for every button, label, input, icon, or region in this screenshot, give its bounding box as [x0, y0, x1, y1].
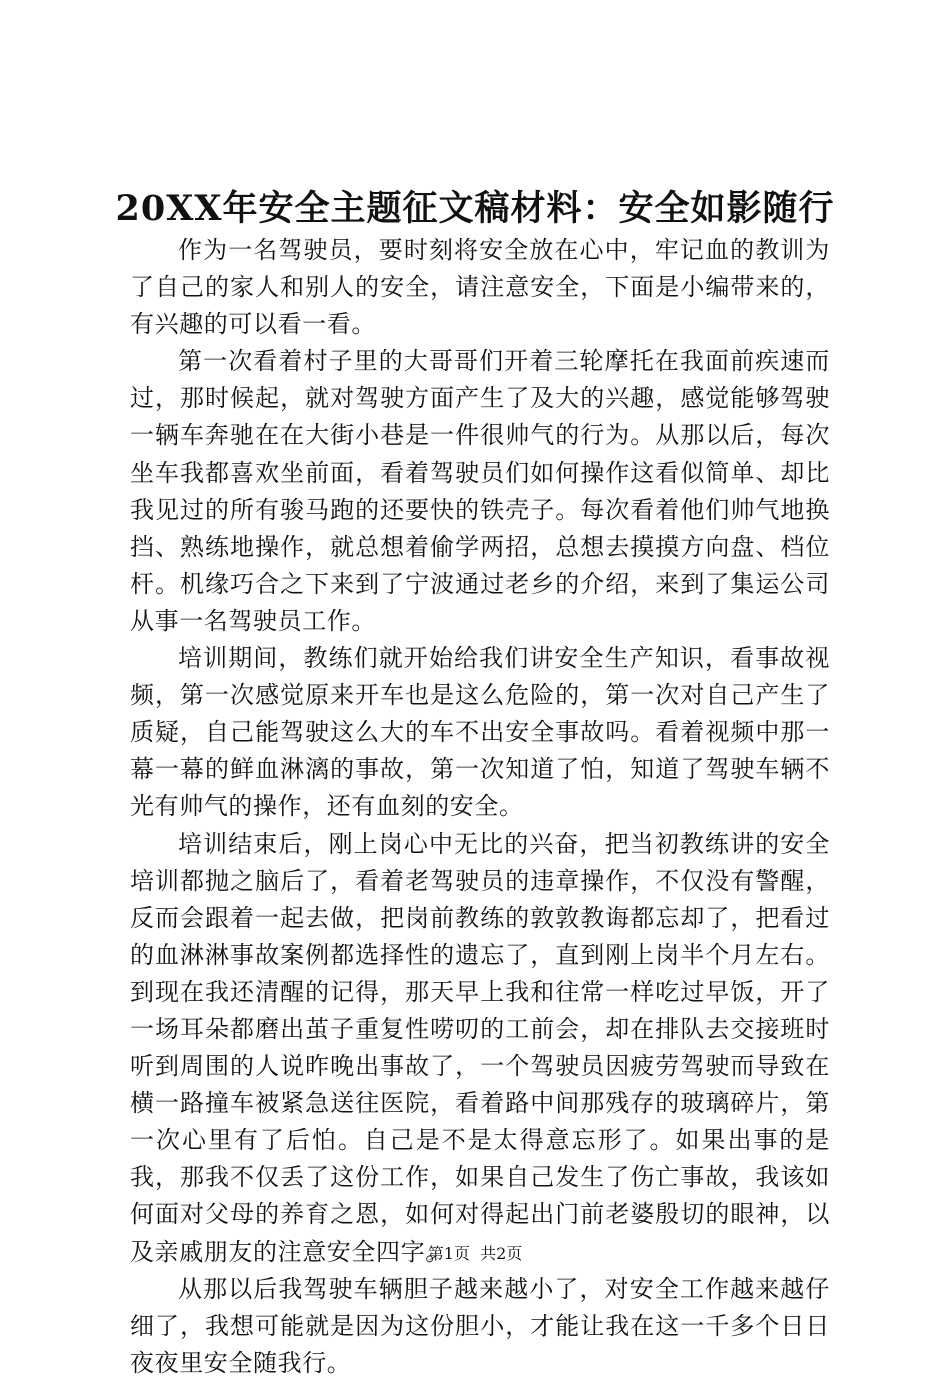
paragraph-conclusion: 从那以后我驾驶车辆胆子越来越小了，对安全工作越来越仔细了，我想可能就是因为这份胆小，才能让我在这一千多个日日夜夜里安全随我行。 [130, 1274, 830, 1377]
document-title: 20XX年安全主题征文稿材料：安全如影随行 [115, 188, 835, 229]
paragraph-after-training: 培训结束后，刚上岗心中无比的兴奋，把当初教练讲的安全培训都抛之脑后了，看着老驾驶员的违章操作，不仅没有警醒，反而会跟着一起去做，把岗前教练的敦敦教诲都忘却了，把看过的血淋淋事故案例都选择性的遗忘了，直到刚上岗半个月左右。到现在我还清醒的记得，那天早上我和往常一样吃过早饭，开了一场耳朵都磨出茧子重复性唠叨的工前会，却在排队去交接班时听到周围的人说昨晚出事故了，一个驾驶员因疲劳驾驶而导致在横一路撞车被紧急送往医院，看着路中间那残存的玻璃碎片，第一次心里有了后怕。自己是不是太得意忘形了。如果出事的是我，那我不仅丢了这份工作，如果自己发生了伤亡事故，我该如何面对父母的养育之恩，如何对得起出门前老婆殷切的眼神，以及亲戚朋友的注意安全四字。 [130, 829, 830, 1266]
page-number: 第1页 共2页 [427, 1244, 523, 1263]
paragraph-intro: 作为一名驾驶员，要时刻将安全放在心中，牢记血的教训为了自己的家人和别人的安全，请注意安全，下面是小编带来的，有兴趣的可以看一看。 [130, 236, 830, 339]
paragraph-training: 培训期间，教练们就开始给我们讲安全生产知识，看事故视频，第一次感觉原来开车也是这么危险的，第一次对自己产生了质疑，自己能驾驶这么大的车不出安全事故吗。看着视频中那一幕一幕的鲜血淋漓的事故，第一次知道了怕，知道了驾驶车辆不光有帅气的操作，还有血刻的安全。 [130, 644, 830, 821]
document-body [130, 232, 830, 1382]
paragraph-first-impression: 第一次看着村子里的大哥哥们开着三轮摩托在我面前疾速而过，那时候起，就对驾驶方面产生了及大的兴趣，感觉能够驾驶一辆车奔驰在在大街小巷是一件很帅气的行为。从那以后，每次坐车我都喜欢坐前面，看着驾驶员们如何操作这看似简单、却比我见过的所有骏马跑的还要快的铁壳子。每次看着他们帅气地换挡、熟练地操作，就总想着偷学两招，总想去摸摸方向盘、档位杆。机缘巧合之下来到了宁波通过老乡的介绍，来到了集运公司从事一名驾驶员工作。 [130, 347, 830, 635]
